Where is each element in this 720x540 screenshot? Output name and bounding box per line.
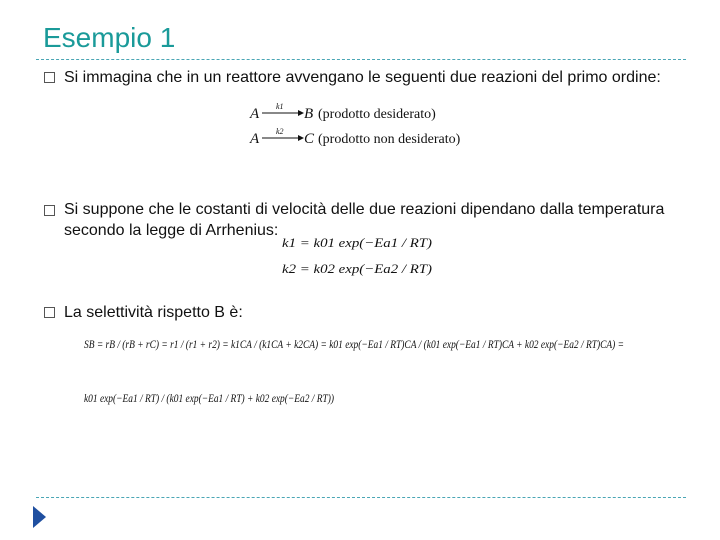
bullet-square-icon [44, 307, 55, 318]
r2-reactant: A [250, 131, 260, 147]
selectivity-line-1: SB = rB / (rB + rC) = r1 / (r1 + r2) = k1CA / (k1CA + k2CA) = k01 exp(−Ea1 / RT)CA / (k01 exp(−Ea1 / RT)CA + k02 exp(−Ea2 / RT)CA) = [84, 337, 624, 351]
r1-reactant: A [250, 106, 260, 122]
selectivity-formula [82, 324, 642, 414]
top-divider [36, 59, 686, 60]
r2-constant: k2 [276, 127, 284, 136]
bullet-text-2: Si suppone che le costanti di velocità delle due reazioni dipendano dalla temperatura secondo la legge di Arrhenius: [64, 201, 665, 239]
reactions-formula [248, 102, 488, 150]
k1-equation: k1 = k01 exp(−Ea1 / RT) [282, 235, 432, 250]
r1-constant: k1 [276, 102, 284, 111]
r1-note: (prodotto desiderato) [318, 107, 436, 122]
bottom-divider [36, 497, 686, 498]
slide-title: Esempio 1 [43, 22, 176, 53]
bullet-text-1: Si immagina che in un reattore avvengano le seguenti due reazioni del primo ordine: [64, 69, 661, 86]
play-arrow-icon[interactable] [33, 506, 47, 528]
bullet-square-icon [44, 72, 55, 83]
bullet-text-3: La selettività rispetto B è: [64, 304, 243, 321]
r2-product: C [304, 131, 315, 147]
r2-note: (prodotto non desiderato) [318, 132, 461, 147]
k2-equation: k2 = k02 exp(−Ea2 / RT) [282, 261, 432, 276]
bullet-square-icon [44, 205, 55, 216]
selectivity-line-2: k01 exp(−Ea1 / RT) / (k01 exp(−Ea1 / RT) + k02 exp(−Ea2 / RT)) [84, 391, 334, 405]
r1-product: B [304, 106, 314, 122]
arrhenius-formulas [282, 229, 442, 279]
